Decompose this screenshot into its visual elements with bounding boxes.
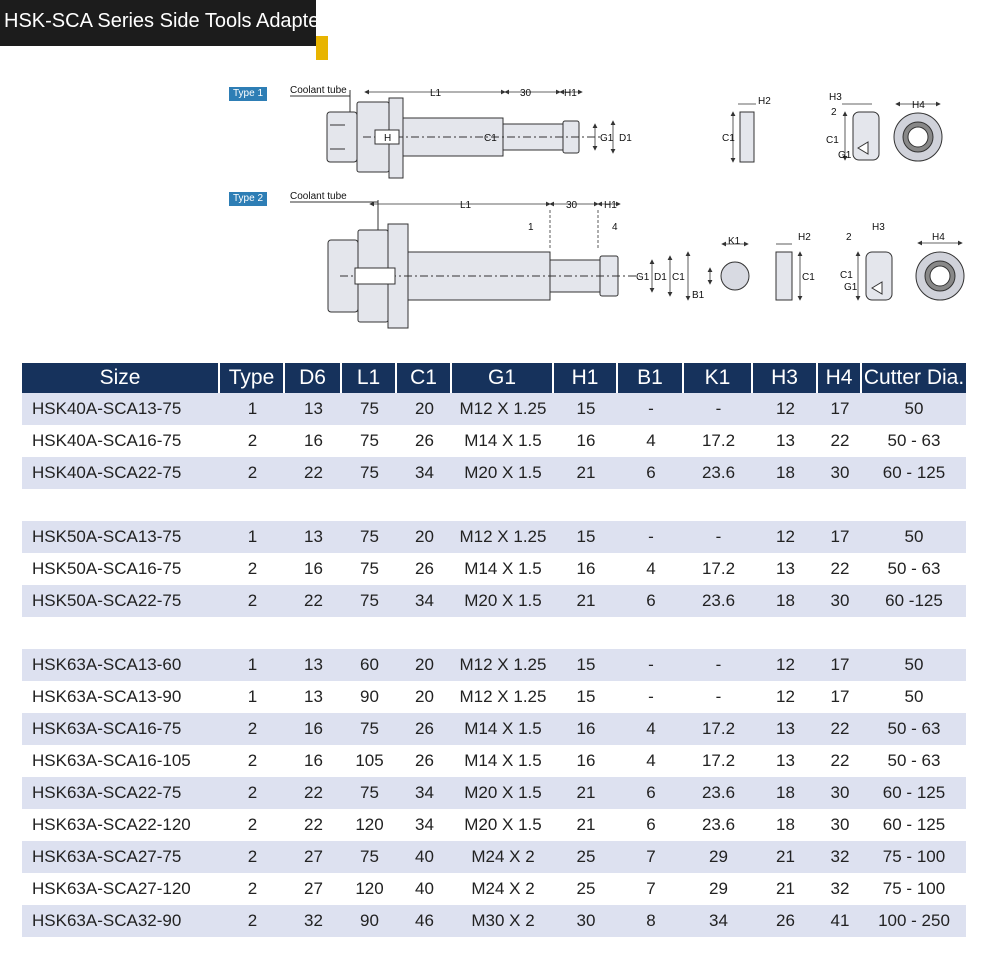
table-cell-k1: - (684, 649, 753, 681)
table-cell-g1: M20 X 1.5 (452, 457, 554, 489)
table-cell-h4: 22 (818, 713, 862, 745)
type-2-washer-view (916, 243, 964, 300)
table-cell-type: 2 (220, 905, 285, 937)
table-cell-size: HSK63A-SCA16-75 (22, 713, 220, 745)
type-2-2-label: 2 (846, 232, 852, 243)
table-cell-k1: 17.2 (684, 713, 753, 745)
type-2-side-c1-label: C1 (802, 272, 815, 283)
type-2-key-view (710, 244, 749, 290)
table-cell-c1: 20 (415, 687, 434, 706)
table-cell-k1: 23.6 (684, 457, 753, 489)
table-cell-l1: 75 (342, 393, 397, 425)
type-2-g1-label: G1 (636, 272, 650, 283)
table-cell-h1: 16 (576, 559, 596, 578)
table-cell-g1: M12 X 1.25 (459, 687, 547, 706)
type-2-nut-front-view (858, 252, 892, 300)
table-cell-c1: 26 (415, 559, 434, 578)
table-cell-k1: 23.6 (701, 815, 736, 834)
table-header-row (22, 363, 966, 393)
table-cell-size: HSK63A-SCA22-120 (32, 815, 191, 834)
table-cell-h4: 32 (830, 879, 850, 898)
table-cell-g1: M14 X 1.5 (452, 713, 554, 745)
table-cell-k1: 17.2 (701, 751, 736, 770)
header-cutter-dia: Cutter Dia. (862, 363, 966, 393)
table-cell-h3: 12 (776, 687, 795, 706)
table-cell-cutter-dia: 50 (862, 521, 966, 553)
table-cell-k1: - (715, 687, 722, 706)
table-cell-k1: - (684, 521, 753, 553)
type-2-d1-label: D1 (654, 272, 667, 283)
table-cell-cutter-dia: 50 - 63 (887, 559, 941, 578)
table-cell-h4: 32 (818, 841, 862, 873)
table-row (22, 521, 966, 553)
table-row (22, 681, 966, 713)
table-body (22, 393, 966, 937)
type-2-c1-label: C1 (672, 272, 685, 283)
table-cell-k1: 23.6 (684, 585, 753, 617)
table-cell-g1: M14 X 1.5 (464, 431, 542, 450)
table-cell-h4: 22 (830, 431, 850, 450)
type-2-nut-side-view (776, 244, 800, 300)
table-cell-h1: 21 (554, 777, 618, 809)
table-cell-l1: 75 (342, 521, 397, 553)
table-cell-d6: 13 (285, 393, 342, 425)
table-cell-b1: 4 (618, 713, 684, 745)
header-size: Size (22, 363, 220, 393)
table-cell-h4: 17 (818, 649, 862, 681)
type-1-h-label: H (384, 133, 392, 144)
table-cell-c1: 26 (415, 431, 434, 450)
table-cell-h3: 13 (776, 751, 795, 770)
table-cell-g1: M12 X 1.25 (452, 649, 554, 681)
table-row (22, 873, 966, 905)
table-cell-l1: 90 (360, 687, 379, 706)
table-cell-type: 1 (220, 521, 285, 553)
type-1-2-label: 2 (831, 107, 837, 118)
technical-drawings (0, 0, 1000, 360)
table-cell-l1: 75 (342, 777, 397, 809)
table-cell-b1: 4 (646, 751, 656, 770)
table-cell-l1: 75 (360, 559, 379, 578)
table-cell-cutter-dia: 50 - 63 (862, 713, 966, 745)
table-row (22, 745, 966, 777)
table-cell-type: 2 (247, 559, 258, 578)
table-cell-h3: 12 (753, 393, 818, 425)
table-cell-g1: M14 X 1.5 (464, 559, 542, 578)
type-1-30-label: 30 (520, 88, 532, 99)
table-row (22, 809, 966, 841)
header-b1: B1 (618, 363, 684, 393)
table-cell-k1: 29 (684, 841, 753, 873)
table-cell-c1: 26 (415, 751, 434, 770)
table-cell-c1: 34 (397, 585, 452, 617)
table-cell-l1: 120 (355, 815, 384, 834)
type-1-h4-label: H4 (912, 100, 925, 111)
table-cell-cutter-dia: 50 - 63 (887, 751, 941, 770)
table-cell-h4: 30 (818, 585, 862, 617)
table-cell-cutter-dia: 60 - 125 (862, 457, 966, 489)
table-row (22, 777, 966, 809)
table-cell-h3: 18 (776, 815, 795, 834)
table-cell-d6: 32 (285, 905, 342, 937)
table-cell-h3: 13 (776, 431, 795, 450)
table-cell-cutter-dia: 60 - 125 (882, 815, 946, 834)
table-cell-k1: 23.6 (684, 777, 753, 809)
table-cell-type: 1 (220, 649, 285, 681)
table-cell-size: HSK40A-SCA16-75 (32, 431, 182, 450)
table-cell-d6: 22 (285, 585, 342, 617)
table-cell-h3: 18 (753, 585, 818, 617)
table-cell-b1: - (618, 393, 684, 425)
type-1-adapter-drawing (290, 90, 600, 178)
table-cell-h3: 21 (776, 879, 795, 898)
table-cell-b1: 6 (618, 457, 684, 489)
coolant-tube-label-1: Coolant tube (290, 85, 347, 96)
table-cell-l1: 75 (342, 457, 397, 489)
table-cell-h1: 16 (576, 751, 596, 770)
type-1-h1-label: H1 (564, 88, 577, 99)
table-cell-h4: 22 (830, 751, 850, 770)
table-row (22, 457, 966, 489)
table-cell-h3: 26 (753, 905, 818, 937)
type-1-side-c1-label: C1 (722, 133, 735, 144)
table-cell-d6: 16 (285, 713, 342, 745)
page-title: HSK-SCA Series Side Tools Adapter (4, 10, 327, 32)
table-cell-h1: 30 (554, 905, 618, 937)
table-cell-b1: 4 (646, 559, 656, 578)
table-cell-c1: 20 (397, 521, 452, 553)
table-cell-l1: 120 (355, 879, 384, 898)
table-cell-size: HSK63A-SCA32-90 (22, 905, 220, 937)
table-cell-h1: 16 (576, 431, 596, 450)
table-cell-h3: 18 (753, 457, 818, 489)
table-cell-cutter-dia: 75 - 100 (862, 841, 966, 873)
header-h3: H3 (753, 363, 818, 393)
table-cell-k1: 29 (709, 879, 728, 898)
table-cell-size: HSK50A-SCA13-75 (22, 521, 220, 553)
group-spacer (22, 489, 966, 521)
type-1-g1-label: G1 (600, 133, 614, 144)
type-1-c1-label: C1 (484, 133, 497, 144)
group-spacer (22, 617, 966, 649)
table-cell-l1: 90 (342, 905, 397, 937)
header-d6: D6 (285, 363, 342, 393)
type-1-h2-label: H2 (758, 96, 771, 107)
table-cell-h4: 30 (818, 777, 862, 809)
type-2-h4-label: H4 (932, 232, 945, 243)
table-cell-h4: 30 (830, 815, 850, 834)
table-cell-type: 1 (220, 393, 285, 425)
table-cell-c1: 40 (415, 879, 434, 898)
table-cell-size: HSK40A-SCA13-75 (22, 393, 220, 425)
table-cell-size: HSK63A-SCA13-60 (22, 649, 220, 681)
table-cell-b1: - (618, 521, 684, 553)
table-cell-h1: 15 (554, 521, 618, 553)
table-cell-c1: 26 (397, 713, 452, 745)
type-1-front-c1-label: C1 (826, 135, 839, 146)
table-cell-b1: 6 (618, 585, 684, 617)
type-2-l1-label: L1 (460, 200, 472, 211)
table-cell-g1: M24 X 2 (471, 879, 535, 898)
table-cell-c1: 34 (415, 815, 434, 834)
type-1-washer-view (894, 104, 942, 161)
coolant-tube-label-2: Coolant tube (290, 191, 347, 202)
header-h4: H4 (818, 363, 862, 393)
table-cell-h1: 25 (576, 879, 596, 898)
table-cell-h1: 21 (554, 457, 618, 489)
type-1-h3-label: H3 (829, 92, 842, 103)
table-row (22, 713, 966, 745)
type-1-l1-label: L1 (430, 88, 442, 99)
table-cell-size: HSK63A-SCA16-105 (32, 751, 191, 770)
type-1-badge: Type 1 (229, 87, 267, 101)
table-cell-type: 2 (247, 431, 258, 450)
table-cell-type: 2 (247, 751, 258, 770)
table-cell-h1: 21 (554, 585, 618, 617)
table-cell-cutter-dia: 100 - 250 (862, 905, 966, 937)
table-cell-d6: 13 (285, 649, 342, 681)
table-cell-h3: 12 (753, 521, 818, 553)
table-cell-cutter-dia: 50 - 63 (887, 431, 941, 450)
header-l1: L1 (342, 363, 397, 393)
table-cell-type: 2 (220, 777, 285, 809)
table-cell-d6: 22 (285, 777, 342, 809)
table-cell-size: HSK40A-SCA22-75 (22, 457, 220, 489)
spec-table (22, 363, 966, 937)
table-cell-g1: M20 X 1.5 (464, 815, 542, 834)
table-cell-l1: 60 (342, 649, 397, 681)
table-cell-h3: 13 (753, 713, 818, 745)
table-row (22, 905, 966, 937)
table-cell-c1: 34 (397, 457, 452, 489)
spacer-cell (22, 489, 966, 521)
type-2-badge: Type 2 (229, 192, 267, 206)
table-cell-c1: 20 (397, 393, 452, 425)
header-g1: G1 (452, 363, 554, 393)
table-cell-l1: 75 (342, 713, 397, 745)
table-cell-h4: 17 (818, 393, 862, 425)
table-cell-type: 2 (220, 841, 285, 873)
table-cell-h3: 12 (753, 649, 818, 681)
table-cell-d6: 16 (304, 559, 323, 578)
table-cell-type: 2 (220, 457, 285, 489)
table-cell-h1: 15 (554, 649, 618, 681)
table-cell-h3: 18 (753, 777, 818, 809)
type-2-adapter-drawing (290, 200, 640, 328)
table-cell-type: 2 (247, 815, 258, 834)
table-cell-size: HSK63A-SCA22-75 (22, 777, 220, 809)
table-cell-cutter-dia: 50 (862, 649, 966, 681)
table-cell-l1: 105 (355, 751, 384, 770)
table-cell-l1: 75 (342, 585, 397, 617)
table-cell-b1: 8 (618, 905, 684, 937)
table-cell-k1: 17.2 (701, 559, 736, 578)
table-cell-cutter-dia: 60 -125 (862, 585, 966, 617)
table-cell-cutter-dia: 50 (862, 393, 966, 425)
table-cell-size: HSK50A-SCA16-75 (32, 559, 182, 578)
table-cell-b1: - (618, 649, 684, 681)
table-row (22, 585, 966, 617)
table-cell-g1: M12 X 1.25 (452, 393, 554, 425)
table-cell-b1: 7 (646, 879, 656, 898)
table-row (22, 393, 966, 425)
table-cell-k1: 17.2 (701, 431, 736, 450)
spacer-cell (22, 617, 966, 649)
type-1-nut-side-view (733, 104, 756, 162)
table-cell-type: 2 (220, 713, 285, 745)
table-cell-h4: 17 (818, 521, 862, 553)
type-2-front-g1-label: G1 (844, 282, 858, 293)
table-cell-c1: 46 (397, 905, 452, 937)
header-k1: K1 (684, 363, 753, 393)
table-cell-k1: 34 (684, 905, 753, 937)
table-cell-b1: 7 (618, 841, 684, 873)
table-cell-h4: 17 (830, 687, 850, 706)
type-2-h3-label: H3 (872, 222, 885, 233)
table-cell-b1: 4 (646, 431, 656, 450)
table-cell-g1: M20 X 1.5 (452, 777, 554, 809)
table-row (22, 425, 966, 457)
type-2-b1-label: B1 (692, 290, 705, 301)
type-2-h2-label: H2 (798, 232, 811, 243)
type-1-d1-label: D1 (619, 133, 632, 144)
table-cell-d6: 22 (285, 457, 342, 489)
table-cell-d6: 13 (304, 687, 323, 706)
table-cell-g1: M20 X 1.5 (452, 585, 554, 617)
table-cell-size: HSK50A-SCA22-75 (22, 585, 220, 617)
table-cell-h3: 21 (753, 841, 818, 873)
type-2-30-label: 30 (566, 200, 578, 211)
table-cell-d6: 13 (285, 521, 342, 553)
table-cell-c1: 34 (397, 777, 452, 809)
table-cell-h1: 15 (576, 687, 596, 706)
table-row (22, 553, 966, 585)
table-cell-g1: M12 X 1.25 (452, 521, 554, 553)
table-cell-d6: 27 (285, 841, 342, 873)
table-cell-h3: 13 (776, 559, 795, 578)
header-h1: H1 (554, 363, 618, 393)
table-cell-cutter-dia: 75 - 100 (882, 879, 946, 898)
table-cell-g1: M14 X 1.5 (464, 751, 542, 770)
header-type: Type (220, 363, 285, 393)
table-cell-h1: 15 (554, 393, 618, 425)
table-cell-k1: - (684, 393, 753, 425)
table-cell-d6: 16 (304, 431, 323, 450)
table-cell-cutter-dia: 50 (904, 687, 924, 706)
table-cell-h4: 41 (818, 905, 862, 937)
table-cell-size: HSK63A-SCA27-75 (22, 841, 220, 873)
table-cell-h1: 25 (554, 841, 618, 873)
type-2-4-label: 4 (612, 222, 618, 233)
header-c1: C1 (397, 363, 452, 393)
type-2-1-label: 1 (528, 222, 534, 233)
table-cell-b1: 6 (646, 815, 656, 834)
table-cell-b1: - (648, 687, 654, 706)
table-cell-c1: 40 (397, 841, 452, 873)
table-cell-l1: 75 (342, 841, 397, 873)
table-cell-c1: 20 (397, 649, 452, 681)
table-cell-type: 2 (220, 585, 285, 617)
table-cell-g1: M30 X 2 (452, 905, 554, 937)
table-cell-h4: 30 (818, 457, 862, 489)
table-cell-g1: M24 X 2 (452, 841, 554, 873)
type-1-front-g1-label: G1 (838, 150, 852, 161)
table-cell-l1: 75 (360, 431, 379, 450)
table-cell-h4: 22 (830, 559, 850, 578)
table-cell-size: HSK63A-SCA13-90 (32, 687, 182, 706)
type-2-front-c1-label: C1 (840, 270, 853, 281)
table-cell-d6: 27 (304, 879, 323, 898)
table-cell-b1: 6 (618, 777, 684, 809)
table-cell-d6: 22 (304, 815, 323, 834)
type-2-k1-label: K1 (728, 236, 741, 247)
table-cell-type: 1 (247, 687, 258, 706)
table-cell-h1: 21 (576, 815, 596, 834)
table-row (22, 841, 966, 873)
table-cell-h1: 16 (554, 713, 618, 745)
table-cell-d6: 16 (304, 751, 323, 770)
table-row (22, 649, 966, 681)
table-cell-cutter-dia: 60 - 125 (862, 777, 966, 809)
table-cell-type: 2 (247, 879, 258, 898)
table-cell-size: HSK63A-SCA27-120 (32, 879, 191, 898)
type-2-h1-label: H1 (604, 200, 617, 211)
